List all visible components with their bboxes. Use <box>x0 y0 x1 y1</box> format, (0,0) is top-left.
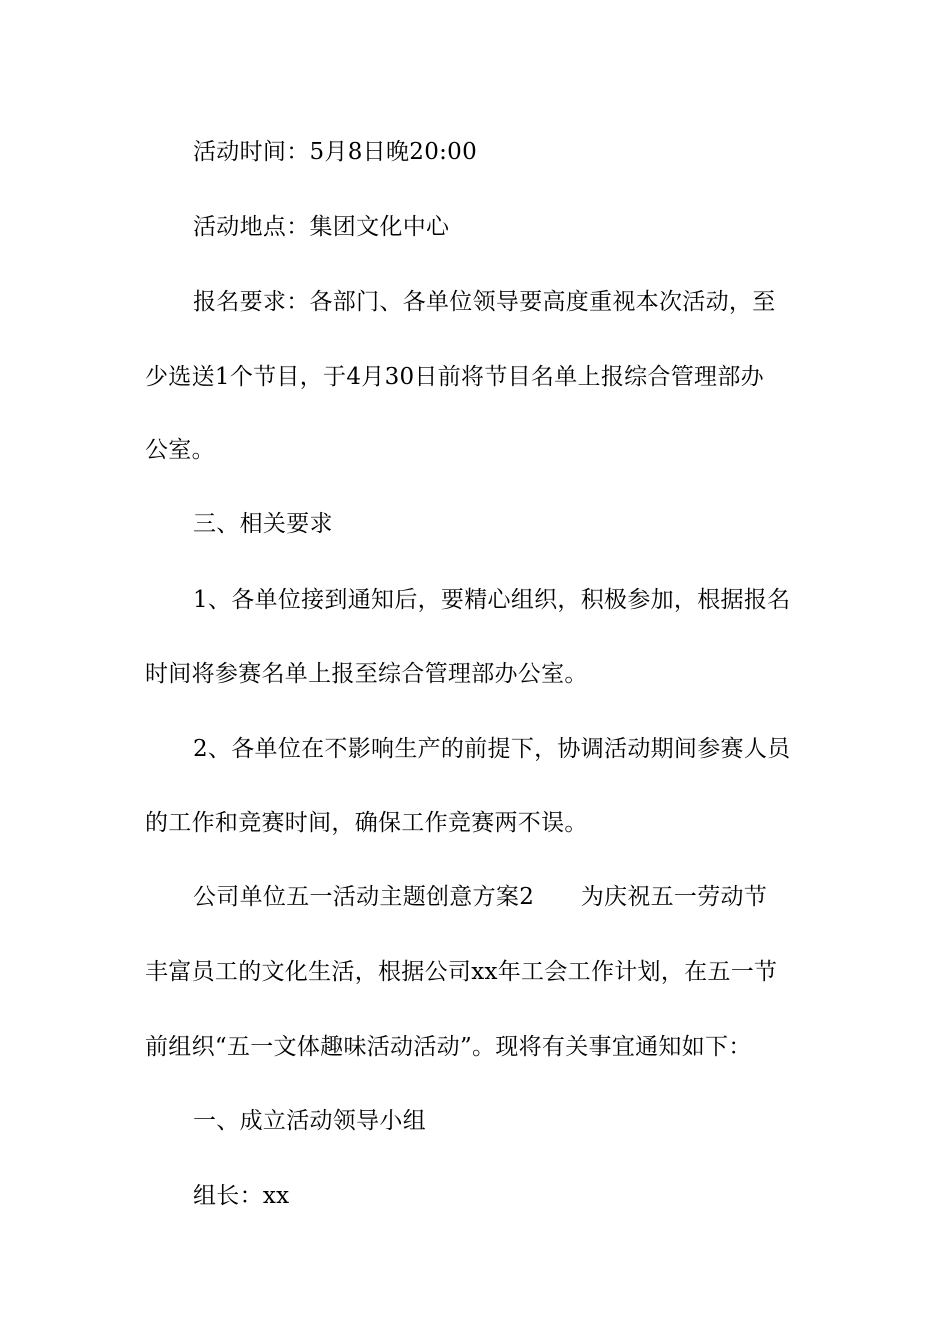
paragraph-plan-2-line-3: 前组织“五一文体趣味活动活动”。现将有关事宜通知如下： <box>145 1034 752 1060</box>
paragraph-requirement-2-line-2: 的工作和竞赛时间，确保工作竞赛两不误。 <box>145 810 588 836</box>
paragraph-registration-line-2: 少选送1个节目，于4月30日前将节目名单上报综合管理部办 <box>145 364 764 390</box>
paragraph-requirement-1-line-1: 1、各单位接到通知后，要精心组织，积极参加，根据报名 <box>193 587 791 613</box>
paragraph-plan-2-line-1: 公司单位五一活动主题创意方案2 为庆祝五一劳动节 <box>193 884 768 910</box>
paragraph-requirement-1-line-2: 时间将参赛名单上报至综合管理部办公室。 <box>145 661 588 687</box>
section-heading-leadership-group: 一、成立活动领导小组 <box>193 1108 426 1134</box>
paragraph-requirement-2-line-1: 2、各单位在不影响生产的前提下，协调活动期间参赛人员 <box>193 736 791 762</box>
section-heading-requirements: 三、相关要求 <box>193 511 333 537</box>
paragraph-group-leader: 组长：xx <box>193 1183 290 1209</box>
paragraph-activity-location: 活动地点：集团文化中心 <box>193 214 450 240</box>
paragraph-registration-line-1: 报名要求：各部门、各单位领导要高度重视本次活动，至 <box>193 289 776 315</box>
paragraph-plan-2-line-2: 丰富员工的文化生活，根据公司xx年工会工作计划，在五一节 <box>145 959 778 985</box>
paragraph-registration-line-3: 公室。 <box>145 437 215 463</box>
paragraph-activity-time: 活动时间：5月8日晚20:00 <box>193 139 478 165</box>
